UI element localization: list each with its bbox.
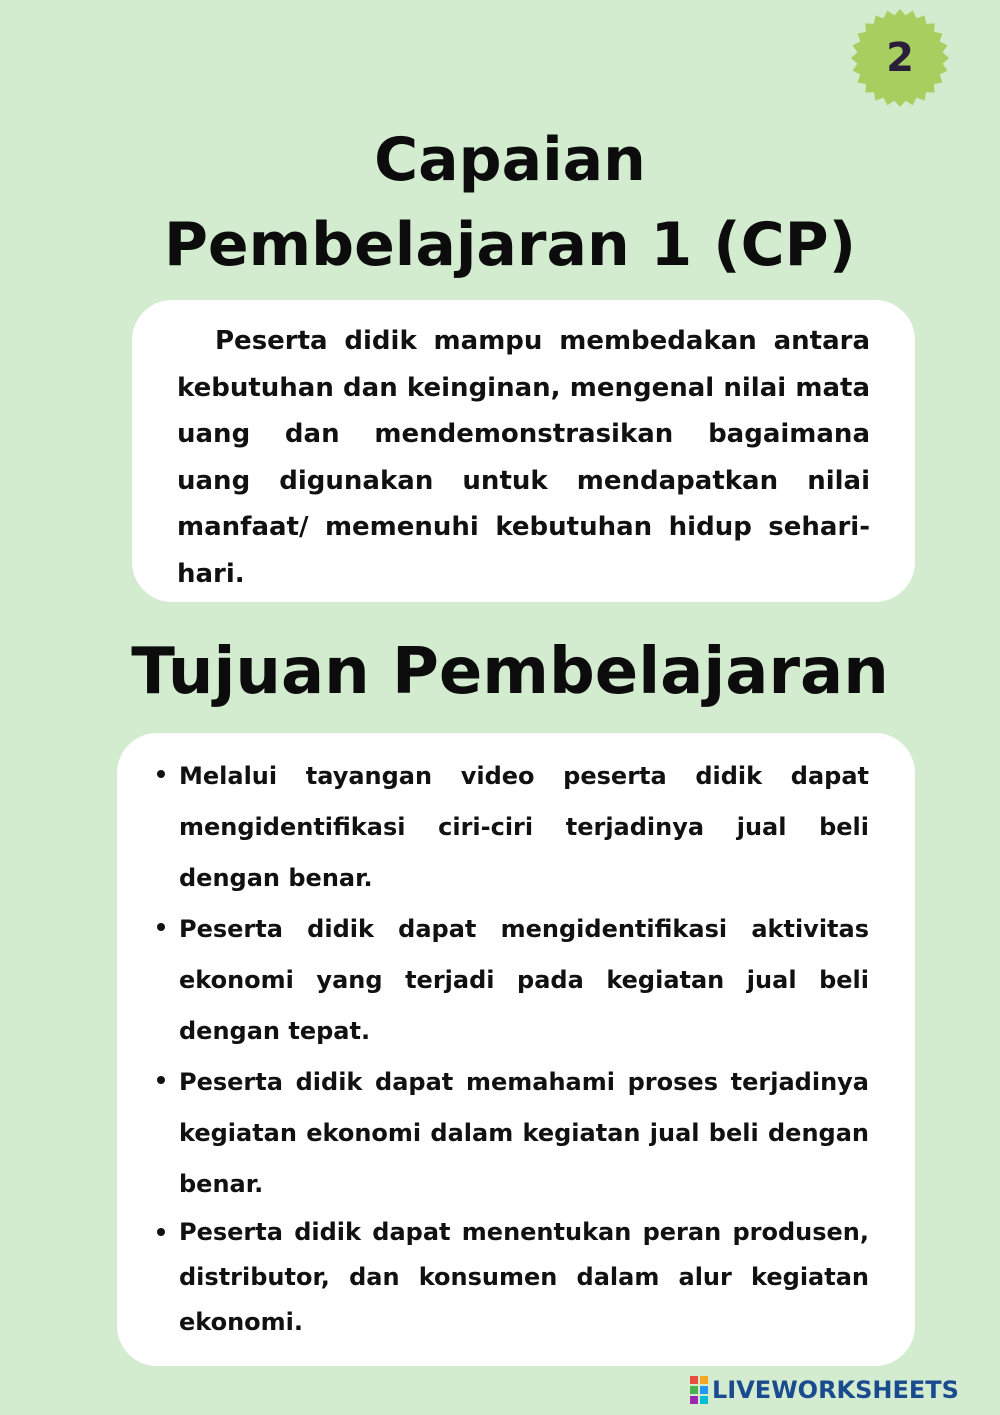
liveworksheets-logo-icon — [690, 1376, 708, 1404]
tujuan-list — [179, 751, 869, 1345]
tujuan-title: Tujuan Pembelajaran — [131, 635, 889, 709]
liveworksheets-footer[interactable] — [690, 1373, 959, 1407]
list-item: Peserta didik dapat menentukan peran produsen, distributor, dan konsumen dalam alur kegiatan ekonomi. — [179, 1210, 869, 1345]
list-item: Melalui tayangan video peserta didik dapat mengidentifikasi ciri-ciri terjadinya jual beli dengan benar. — [179, 751, 869, 904]
capaian-card — [132, 300, 915, 602]
list-item: Peserta didik dapat mengidentifikasi aktivitas ekonomi yang terjadi pada kegiatan jual beli dengan tepat. — [179, 904, 869, 1057]
page-number-badge — [850, 8, 950, 108]
liveworksheets-brand: LIVEWORKSHEETS — [712, 1376, 959, 1404]
page-number: 2 — [886, 35, 914, 81]
list-item: Peserta didik dapat memahami proses terjadinya kegiatan ekonomi dalam kegiatan jual beli dengan benar. — [179, 1057, 869, 1210]
capaian-title-line2: Pembelajaran 1 (CP) — [163, 210, 857, 280]
capaian-title-line1: Capaian — [374, 125, 646, 195]
tujuan-card — [117, 733, 915, 1366]
capaian-text: Peserta didik mampu membedakan antara kebutuhan dan keinginan, mengenal nilai mata uang dan mendemonstrasikan bagaimana uang digunakan untuk mendapatkan nilai manfaat/ memenuhi kebutuhan hidup sehari-hari. — [177, 326, 870, 589]
